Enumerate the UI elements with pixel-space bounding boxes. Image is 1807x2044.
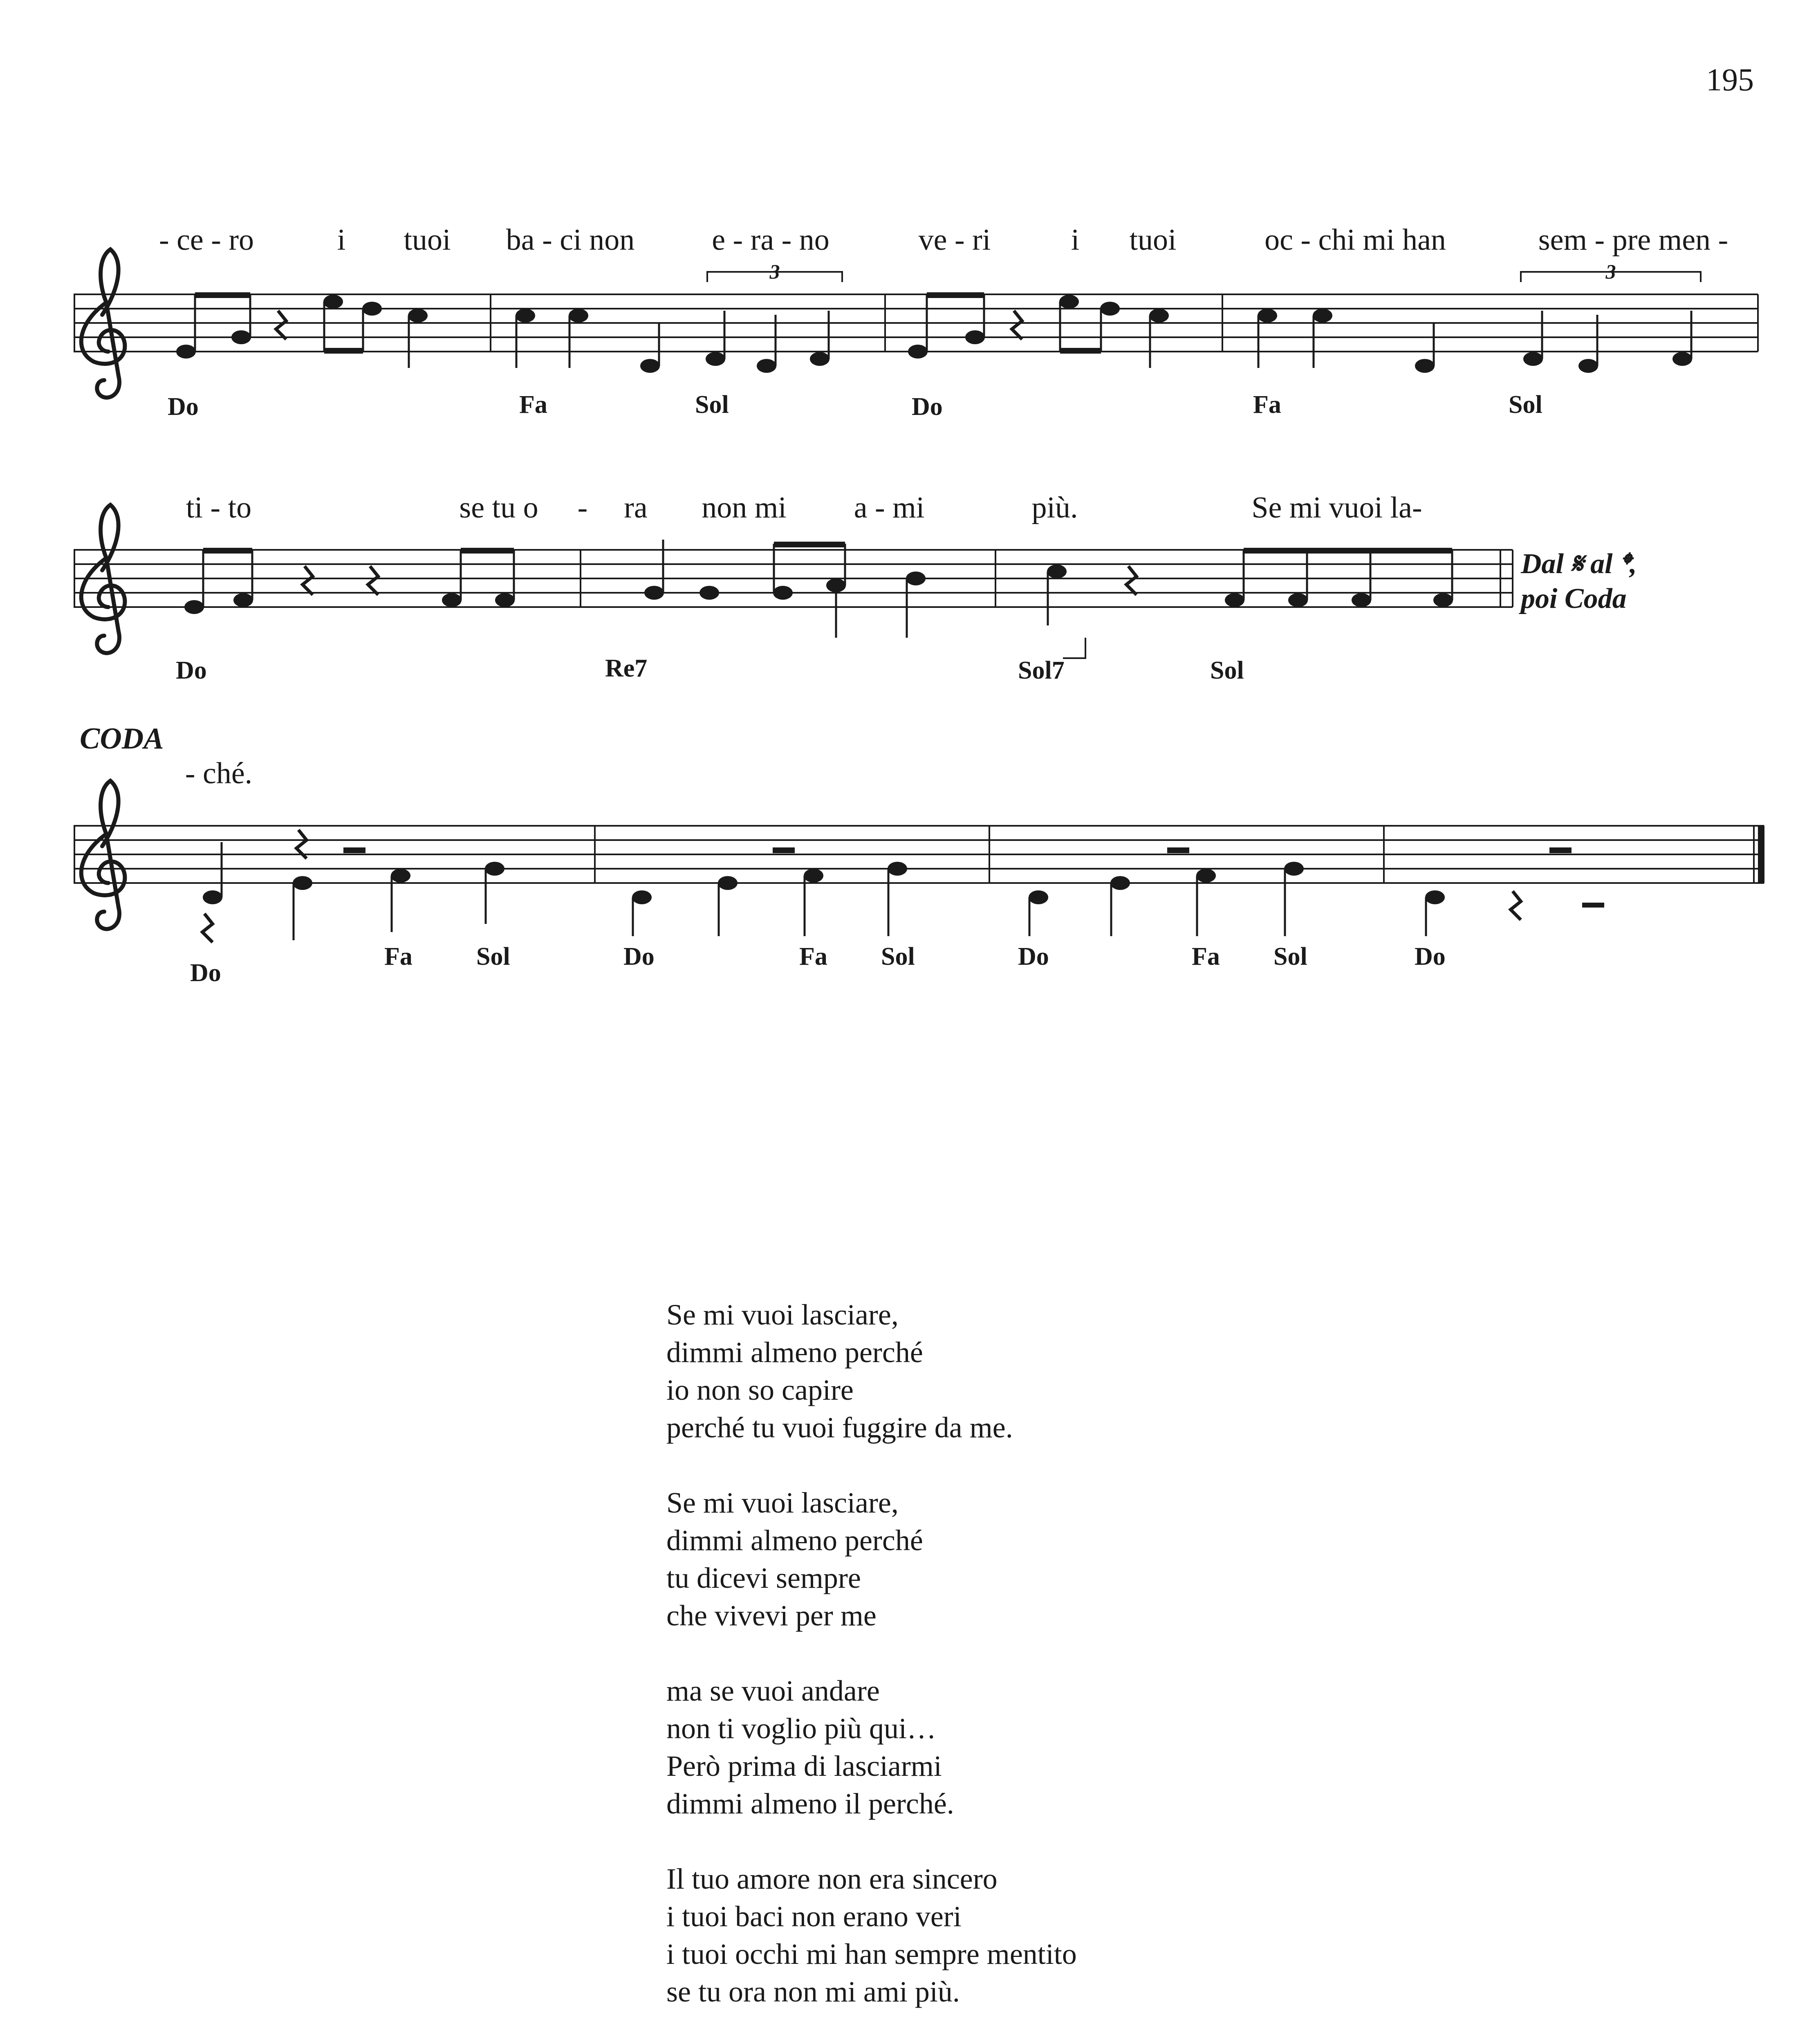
lyric-syllable: ve - ri: [918, 223, 991, 257]
chord-symbol: Fa: [799, 943, 827, 970]
staff-1: [74, 249, 1758, 398]
lyric-syllable: tuoi: [1129, 223, 1177, 257]
chord-symbol: Do: [912, 393, 943, 421]
lyric-syllable: se tu o: [459, 491, 538, 524]
lyric-line: ma se vuoi andare: [666, 1674, 880, 1707]
chord-symbol: Sol: [695, 391, 729, 419]
lyric-syllable: non mi: [702, 491, 787, 524]
chord-symbol: Sol: [1210, 657, 1244, 684]
lyric-line: Però prima di lasciarmi: [666, 1750, 942, 1782]
chord-symbol: Fa: [1192, 943, 1220, 970]
lyric-line: Se mi vuoi lasciare,: [666, 1486, 899, 1519]
dal-segno-instruction: Dal 𝄋 al 𝄌,: [1521, 548, 1637, 580]
triplet-label: 3: [1605, 260, 1616, 283]
lyric-line: dimmi almeno perché: [666, 1524, 923, 1557]
lyric-syllable: ba - ci non: [506, 223, 635, 257]
lyric-syllable: a - mi: [854, 491, 925, 524]
lyric-syllable: oc - chi mi han: [1264, 223, 1446, 257]
stanza: [666, 1296, 1077, 1446]
lyric-line: tu dicevi sempre: [666, 1562, 861, 1594]
chord-symbol: Do: [1018, 943, 1049, 970]
staff-2: [74, 505, 1513, 658]
lyric-line: dimmi almeno perché: [666, 1336, 923, 1369]
chord-symbol: Sol: [476, 943, 510, 970]
chord-symbol: Sol7: [1018, 657, 1065, 684]
lyric-syllable: più.: [1031, 491, 1078, 524]
lyrics-text: [666, 1296, 1077, 2044]
lyric-syllable: i: [1071, 223, 1080, 257]
lyric-line: dimmi almeno il perché.: [666, 1787, 954, 1820]
lyric-line: Se mi vuoi lasciare,: [666, 1298, 899, 1331]
chord-symbol: Fa: [384, 943, 413, 970]
lyric-syllable: - ché.: [185, 757, 253, 790]
lyric-line: io non so capire: [666, 1374, 854, 1406]
chord-symbol: Fa: [1253, 391, 1281, 419]
lyric-line: Il tuo amore non era sincero: [666, 1862, 998, 1895]
staff-3: [74, 781, 1764, 942]
chord-symbol: Fa: [519, 391, 547, 419]
lyric-line: i tuoi baci non erano veri: [666, 1900, 962, 1933]
chord-symbol: Sol: [1273, 943, 1307, 970]
lyric-syllable: tuoi: [404, 223, 451, 257]
stanza: [666, 1672, 1077, 1822]
chord-symbol: Do: [168, 393, 199, 421]
chord-symbol: Do: [190, 959, 221, 987]
lyric-line: se tu ora non mi ami più.: [666, 1975, 960, 2008]
lyric-syllable: ra: [624, 491, 648, 524]
lyric-syllable: - ce - ro: [159, 223, 254, 257]
lyric-line: che vivevi per me: [666, 1599, 877, 1632]
coda-label: CODA: [80, 722, 164, 755]
lyric-syllable: Se mi vuoi la-: [1251, 491, 1422, 524]
chord-symbol: Do: [623, 943, 655, 970]
lyric-line: non ti voglio più qui…: [666, 1712, 937, 1745]
chord-symbol: Sol: [881, 943, 915, 970]
lyric-syllable: e - ra - no: [712, 223, 830, 257]
chord-symbol: Sol: [1509, 391, 1542, 419]
triplet-label: 3: [769, 260, 780, 283]
lyric-syllable: ti - to: [186, 491, 252, 524]
chord-symbol: Do: [1415, 943, 1446, 970]
chord-symbol: Re7: [605, 654, 648, 682]
stanza: [666, 1484, 1077, 1634]
lyric-syllable: sem - pre men -: [1538, 223, 1729, 257]
lyric-syllable: i: [337, 223, 346, 257]
stanza: [666, 1860, 1077, 2010]
lyric-line: perché tu vuoi fuggire da me.: [666, 1411, 1013, 1444]
chord-symbol: Do: [176, 657, 207, 684]
poi-coda-instruction: poi Coda: [1521, 583, 1627, 614]
lyric-syllable: -: [577, 491, 588, 524]
lyric-line: i tuoi occhi mi han sempre mentito: [666, 1938, 1077, 1970]
page-number: 195: [1706, 62, 1754, 97]
